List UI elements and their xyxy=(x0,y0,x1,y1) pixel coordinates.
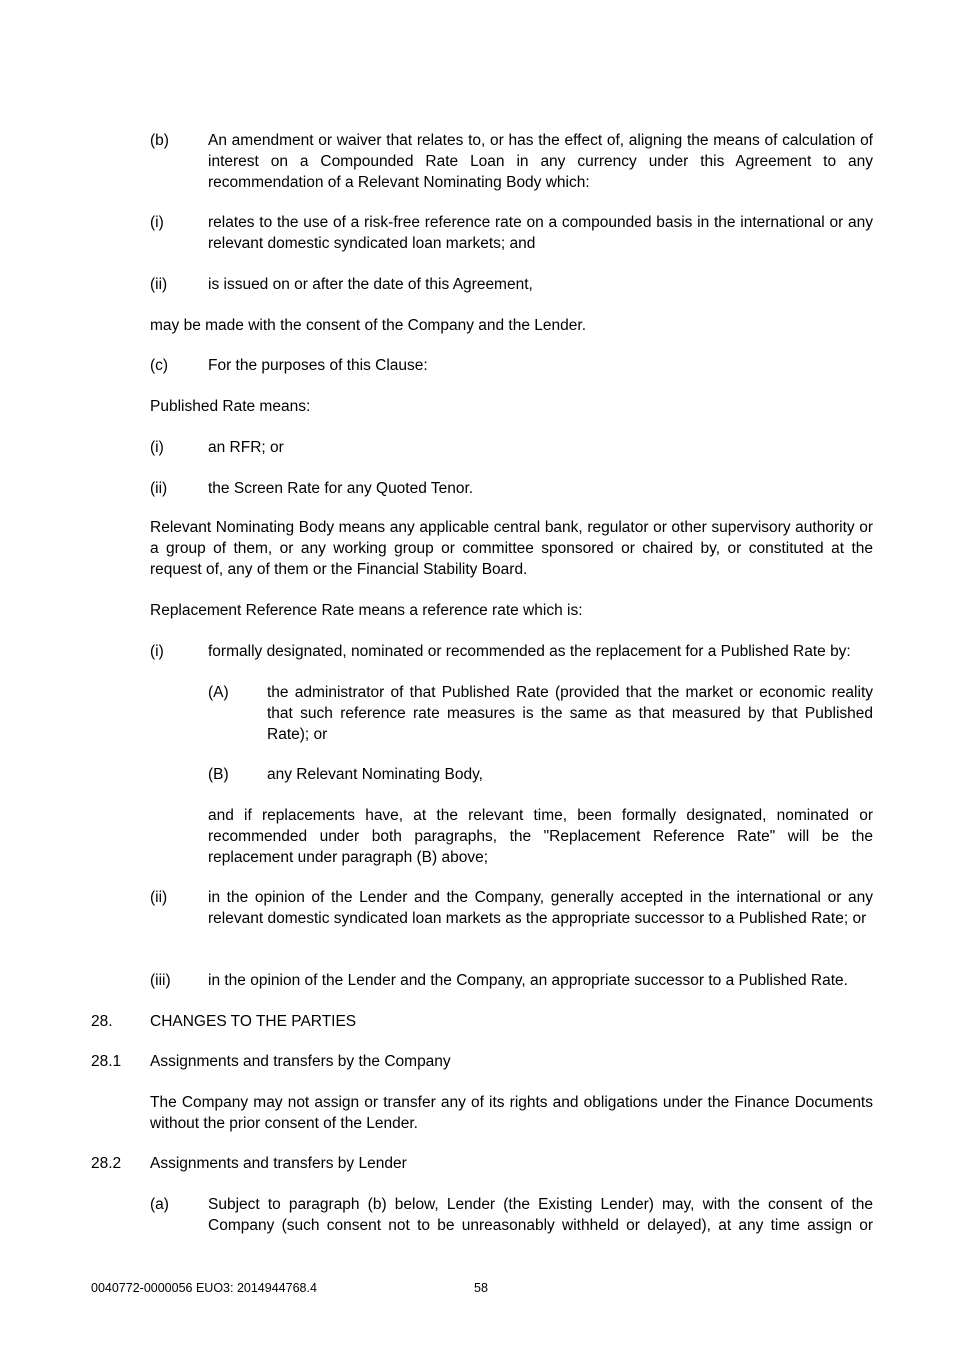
clause-b-number: (b) xyxy=(150,132,169,149)
section-28-2-title: Assignments and transfers by Lender xyxy=(150,1155,407,1172)
published-rate-i-number: (i) xyxy=(150,439,164,456)
published-rate-i-text: an RFR; or xyxy=(208,439,284,456)
section-28-2-a-text: Subject to paragraph (b) below, Lender (the Existing Lender) may, with the consent of the Company (such consent not to be unreasonably withheld or delayed), at any time assign or xyxy=(208,1196,873,1234)
section-28-2-number: 28.2 xyxy=(91,1155,122,1172)
clause-c-text: For the purposes of this Clause: xyxy=(208,357,428,374)
replacement-rate-A-text: the administrator of that Published Rate (provided that the market or economic reality that such reference rate measures is the same as that measured by that Published Rate); or xyxy=(267,684,873,743)
clause-b-ii-number: (ii) xyxy=(150,276,168,293)
published-rate-ii-number: (ii) xyxy=(150,480,168,497)
footer-page-number: 58 xyxy=(474,1281,488,1295)
section-28-1-title: Assignments and transfers by the Company xyxy=(150,1053,451,1070)
clause-b-ii-text: is issued on or after the date of this Agreement, xyxy=(208,276,533,293)
clause-c-number: (c) xyxy=(150,357,169,374)
replacement-rate-i-text: formally designated, nominated or recommended as the replacement for a Published Rate by: xyxy=(208,643,851,660)
replacement-rate-iii-number: (iii) xyxy=(150,972,171,989)
replacement-rate-A-number: (A) xyxy=(208,684,229,701)
clause-b-text: An amendment or waiver that relates to, or has the effect of, aligning the means of calculation of interest on a Compounded Rate Loan in any currency under this Agreement to any recommendation of a Relevant Nominating Body which: xyxy=(208,132,873,191)
relevant-nominating-body-definition: Relevant Nominating Body means any applicable central bank, regulator or other supervisory authority or a group of them, or any working group or committee sponsored or chaired by, or constituted at the request of, any of them or the Financial Stability Board. xyxy=(150,519,873,578)
replacement-rate-iii-text: in the opinion of the Lender and the Company, an appropriate successor to a Published Rate. xyxy=(208,972,848,989)
section-28-1-number: 28.1 xyxy=(91,1053,122,1070)
clause-b-i-number: (i) xyxy=(150,214,164,231)
section-28-number: 28. xyxy=(91,1013,113,1030)
clause-b-i-text: relates to the use of a risk-free reference rate on a compounded basis in the international or any relevant domestic syndicated loan markets; and xyxy=(208,214,873,252)
replacement-rate-and-text: and if replacements have, at the relevant time, been formally designated, nominated or recommended under both paragraphs, the "Replacement Reference Rate" will be the replacement under paragraph (B) above; xyxy=(208,807,873,866)
replacement-rate-B-number: (B) xyxy=(208,766,229,783)
section-28-1-text: The Company may not assign or transfer any of its rights and obligations under the Finance Documents without the prior consent of the Lender. xyxy=(150,1094,873,1132)
published-rate-ii-text: the Screen Rate for any Quoted Tenor. xyxy=(208,480,474,497)
clause-b-tail-text: may be made with the consent of the Company and the Lender. xyxy=(150,317,586,334)
replacement-rate-i-number: (i) xyxy=(150,643,164,660)
replacement-rate-ii-number: (ii) xyxy=(150,889,168,906)
replacement-rate-ii-text: in the opinion of the Lender and the Company, generally accepted in the international or any relevant domestic syndicated loan markets as the appropriate successor to a Published Rate; or xyxy=(208,889,873,927)
section-28-2-a-number: (a) xyxy=(150,1196,169,1213)
footer-document-reference: 0040772-0000056 EUO3: 2014944768.4 xyxy=(91,1281,317,1295)
section-28-title: CHANGES TO THE PARTIES xyxy=(150,1013,357,1030)
published-rate-heading: Published Rate means: xyxy=(150,398,311,415)
replacement-rate-heading: Replacement Reference Rate means a reference rate which is: xyxy=(150,602,583,619)
replacement-rate-B-text: any Relevant Nominating Body, xyxy=(267,766,483,783)
